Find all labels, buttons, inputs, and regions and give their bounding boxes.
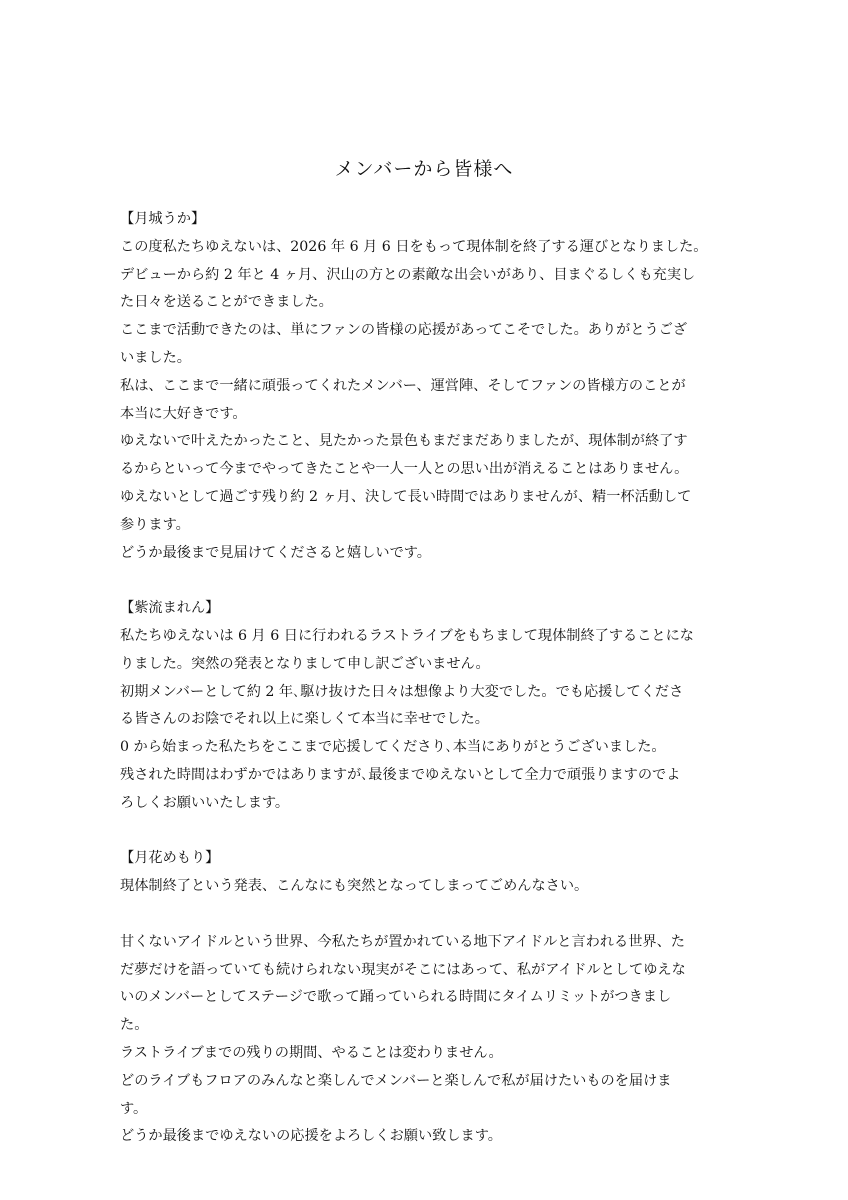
- page-title: メンバーから皆様へ: [334, 158, 514, 180]
- paragraph-line: だ夢だけを語っていても続けられない現実がそこにはあって、私がアイドルとしてゆえな: [120, 961, 686, 978]
- paragraph-line: 現体制終了という発表、こんなにも突然となってしまってごめんなさい。: [120, 878, 589, 895]
- paragraph-line: この度私たちゆえないは、2026 年 6 月 6 日をもって現体制を終了する運びとなりました。: [120, 238, 708, 255]
- paragraph-line: どうか最後までゆえないの応援をよろしくお願い致します。: [120, 1128, 502, 1145]
- paragraph-line: ゆえないで叶えたかったこと、見たかった景色もまだまだありましたが、現体制が終了す: [120, 433, 688, 450]
- paragraph-line: た。: [120, 1017, 149, 1034]
- blank-line: [120, 901, 732, 929]
- paragraph-line: 初期メンバーとして約 2 年､駆け抜けた日々は想像より大変でした。でも応援してくださ: [120, 683, 684, 700]
- member-message-shiru-maren: [120, 595, 732, 817]
- member-heading: 【紫流まれん】: [120, 600, 220, 617]
- paragraph-line: 私たちゆえないは 6 月 6 日に行われるラストライブをもちまして現体制終了することにな: [120, 627, 694, 644]
- member-heading: 【月花めもり】: [120, 850, 220, 867]
- paragraph-line: るからといって今までやってきたことや一人一人との思い出が消えることはありません。: [120, 461, 689, 478]
- paragraph-line: 甘くないアイドルという世界、今私たちが置かれている地下アイドルと言われる世界、た: [120, 933, 685, 950]
- message-body: [120, 206, 732, 1151]
- paragraph-line: いました。: [120, 349, 191, 366]
- paragraph-line: ここまで活動できたのは、単にファンの皆様の応援があってこそでした。ありがとうござ: [120, 322, 688, 339]
- paragraph-line: デビューから約 2 年と 4 ヶ月、沢山の方との素敵な出会いがあり、目まぐるしくも充実し: [120, 266, 696, 283]
- paragraph-line: いのメンバーとしてステージで歌って踊っていられる時間にタイムリミットがつきまし: [120, 989, 672, 1006]
- paragraph-line: る皆さんのお陰でそれ以上に楽しくて本当に幸せでした。: [120, 711, 489, 728]
- paragraph-line: 残された時間はわずかではありますが､最後までゆえないとして全力で頑張りますのでよ: [120, 766, 681, 783]
- paragraph-line: 本当に大好きです。: [120, 405, 247, 422]
- paragraph-line: どうか最後まで見届けてくださると嬉しいです。: [120, 544, 431, 561]
- paragraph-line: どのライブもフロアのみんなと楽しんでメンバーと楽しんで私が届けたいものを届けま: [120, 1072, 672, 1089]
- paragraph-line: 0 から始まった私たちをここまで応援してくださり､本当にありがとうございました。: [120, 739, 666, 756]
- member-heading: 【月城うか】: [120, 211, 206, 227]
- paragraph-line: す。: [120, 1100, 148, 1117]
- paragraph-line: ろしくお願いいたします。: [120, 794, 290, 811]
- paragraph-line: りました。突然の発表となりまして申し訳ございません。: [120, 655, 490, 672]
- paragraph-line: た日々を送ることができました。: [120, 294, 333, 311]
- paragraph-line: 参ります。: [120, 516, 190, 533]
- paragraph-line: ラストライブまでの残りの期間、やることは変わりません。: [120, 1044, 503, 1061]
- member-message-tsukika-memori: [120, 845, 732, 1151]
- paragraph-line: 私は、ここまで一緒に頑張ってくれたメンバー、運営陣、そしてファンの皆様方のことが: [120, 377, 686, 394]
- paragraph-line: ゆえないとして過ごす残り約 2 ヶ月、決して長い時間ではありませんが、精一杯活動して: [120, 488, 692, 505]
- member-message-tsukishiro-uka: [120, 206, 732, 567]
